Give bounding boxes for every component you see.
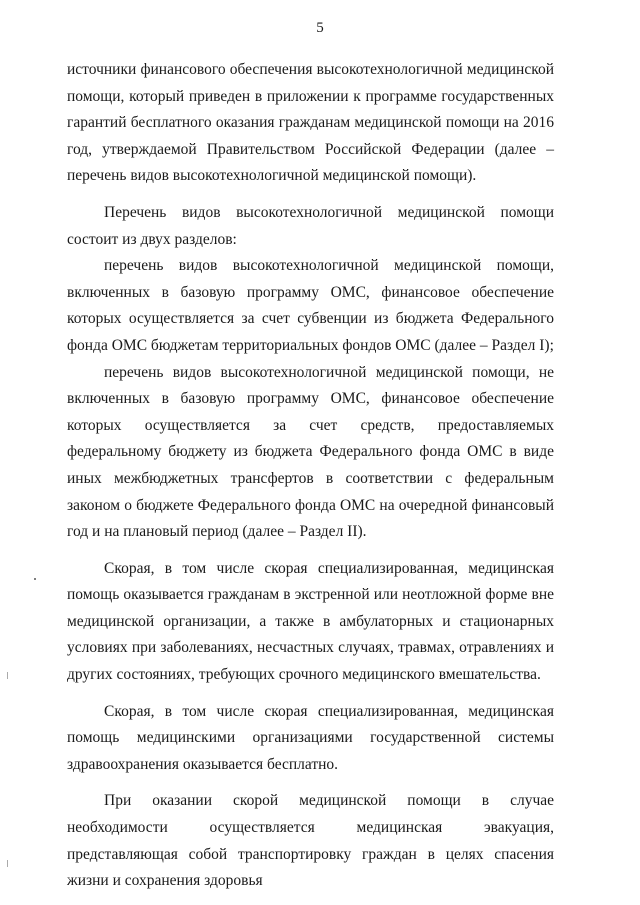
paragraph-section-1: перечень видов высокотехнологичной медицинской помощи, включенных в базовую программу ОМС, финансовое обеспечение которых осуществляется за счет субвенции из бюджета Федерального фонда ОМС бюджетам территориальных фондов ОМС (далее – Раздел I); <box>67 257 554 354</box>
paragraph-medical-evacuation: При оказании скорой медицинской помощи в случае необходимости осуществляется медицинская эвакуация, представляющая собой транспортировку граждан в целях спасения жизни и сохранения здоровья <box>67 792 554 890</box>
paragraph-hmp-list-sections: Перечень видов высокотехнологичной медицинской помощи состоит из двух разделов: <box>67 203 554 248</box>
paragraph-emergency-free: Скорая, в том числе скорая специализированная, медицинская помощь медицинскими организациями государственной системы здравоохранения оказывается бесплатно. <box>67 702 554 773</box>
paragraph-emergency-care: Скорая, в том числе скорая специализированная, медицинская помощь оказывается гражданам в экстренной или неотложной форме вне медицинской организации, а также в амбулаторных и стационарных условиях при заболеваниях, несчастных случаях, травмах, отравлениях и других состояниях, требующих срочного медицинского вмешательства. <box>67 559 554 684</box>
scan-artifact-mark <box>7 672 8 679</box>
paragraph-hmp-sources: источники финансового обеспечения высокотехнологичной медицинской помощи, который приведен в приложении к программе государственных гарантий бесплатного оказания гражданам медицинской помощи на 2016 год, утверждаемой Правительством Российской Федерации (далее – перечень видов высокотехнологичной медицинской помощи). <box>67 61 554 185</box>
scan-artifact-mark <box>7 860 8 867</box>
page-number: 5 <box>316 20 324 36</box>
paragraph-section-2: перечень видов высокотехнологичной медицинской помощи, не включенных в базовую программу ОМС, финансовое обеспечение которых осуществляется за счет средств, предоставляемых федеральному бюджету из бюджета Федерального фонда ОМС в виде иных межбюджетных трансфертов в соответствии с федеральным законом о бюджете Федерального фонда ОМС на очередной финансовый год и на плановый период (далее – Раздел II). <box>67 363 554 541</box>
document-body <box>67 57 554 895</box>
scan-artifact-dot <box>34 578 36 580</box>
